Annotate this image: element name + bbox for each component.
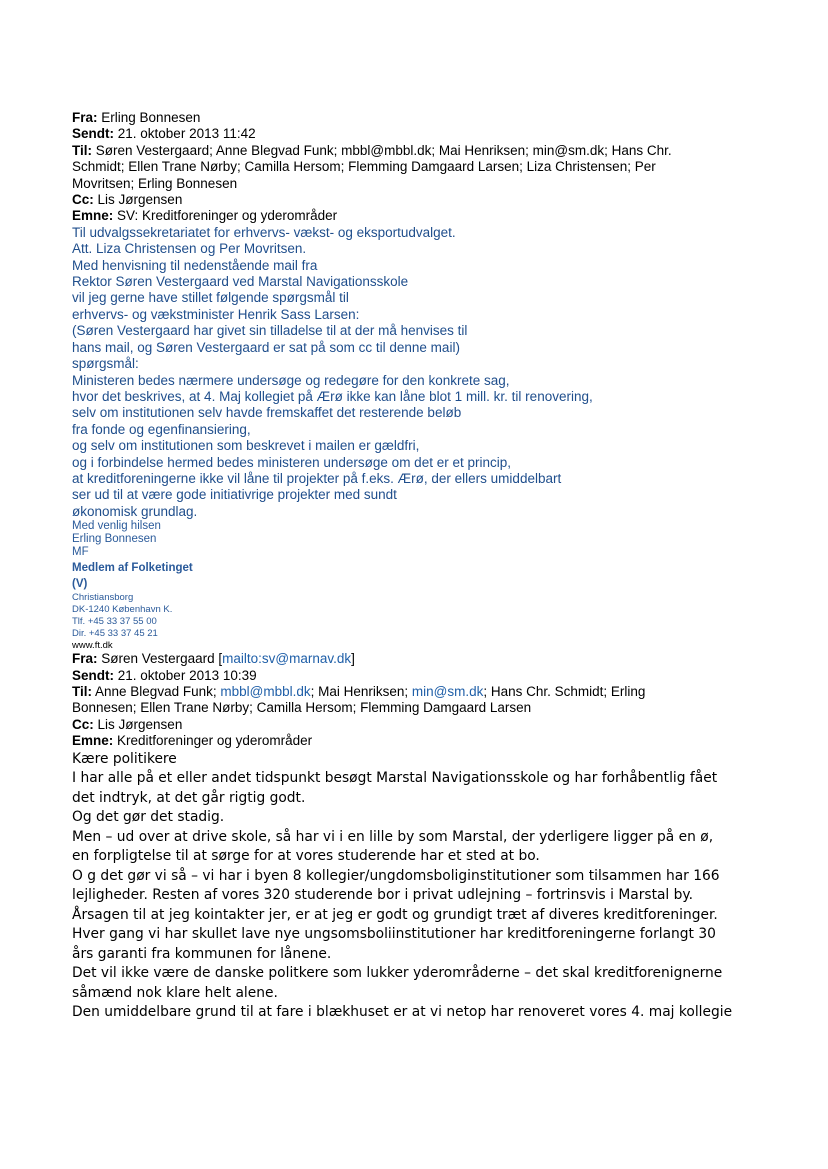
subject-label: Emne: — [72, 208, 114, 224]
body-line: erhvervs- og vækstminister Henrik Sass Larsen: — [72, 306, 360, 322]
from-label: Fra: — [72, 110, 98, 125]
body-line: selv om institutionen selv havde fremskaffet det resterende beløb — [72, 405, 462, 421]
body-line: Ministeren bedes nærmere undersøge og redegøre for den konkrete sag, — [72, 372, 510, 388]
signature-name: Erling Bonnesen — [72, 533, 157, 546]
sent-value: 21. oktober 2013 10:39 — [117, 667, 257, 683]
body-line: vil jeg gerne have stillet følgende spørgsmål til — [72, 290, 349, 306]
body-line: ser ud til at være gode initiativrige projekter med sundt — [72, 487, 397, 503]
cc-value: Lis Jørgensen — [97, 192, 183, 208]
body-line: økonomisk grundlag. — [72, 503, 198, 519]
to-label: Til: — [72, 142, 92, 158]
signature-web-link[interactable]: www.ft.dk — [72, 640, 113, 652]
body-line: det indtryk, at det går rigtig godt. — [72, 789, 306, 806]
signature-org: Medlem af Folketinget — [72, 562, 193, 575]
email2-body — [72, 750, 733, 1023]
to-value-b: ; Mai Henriksen; — [310, 683, 412, 699]
to-email-link[interactable]: mbbl@mbbl.dk — [220, 683, 311, 699]
cc-label: Cc: — [72, 192, 94, 208]
body-line: Til udvalgssekretariatet for erhvervs- vækst- og eksportudvalget. — [72, 224, 456, 240]
sent-value: 21. oktober 2013 11:42 — [117, 126, 256, 142]
subject-label: Emne: — [72, 733, 114, 749]
signature-dir: Dir. +45 33 37 45 21 — [72, 628, 158, 640]
body-line: (Søren Vestergaard har givet sin tilladelse til at der må henvises til — [72, 323, 468, 339]
sent-label: Sendt: — [72, 126, 114, 142]
body-line: Det vil ikke være de danske politkere som lukker yderområderne – det skal kreditforenignerne — [72, 965, 723, 982]
signature-greeting: Med venlig hilsen — [72, 520, 161, 533]
body-line: en forpligtelse til at sørge for at vores studerende har et sted at bo. — [72, 848, 540, 865]
from-value: Erling Bonnesen — [101, 110, 201, 125]
signature-tel: Tlf. +45 33 37 55 00 — [72, 616, 157, 628]
signature-party: (V) — [72, 578, 88, 591]
document-page — [72, 110, 733, 1023]
to-value-line2: Bonnesen; Ellen Trane Nørby; Camilla Hersom; Flemming Damgaard Larsen — [72, 700, 532, 716]
email1-header — [72, 110, 712, 225]
email2-header — [72, 651, 712, 749]
to-value-a: Anne Blegvad Funk; — [95, 683, 221, 699]
body-line: lejligheder. Resten af vores 320 studerende bor i privat udlejning – fortrinsvis i Marstal by. — [72, 887, 693, 904]
signature-addr2: DK-1240 København K. — [72, 604, 173, 616]
body-line: Men – ud over at drive skole, så har vi i en lille by som Marstal, der yderligere ligger på en ø, — [72, 828, 714, 845]
body-line: I har alle på et eller andet tidspunkt besøgt Marstal Navigationsskole og har forhåbentlig fået — [72, 770, 718, 787]
to-label: Til: — [72, 683, 92, 699]
email1-body — [72, 225, 712, 520]
body-line: og i forbindelse hermed bedes ministeren undersøge om det er et princip, — [72, 454, 511, 470]
to-value-line1: Søren Vestergaard; Anne Blegvad Funk; mbbl@mbbl.dk; Mai Henriksen; min@sm.dk; Hans Chr. — [95, 142, 672, 158]
body-line: spørgsmål: — [72, 356, 139, 372]
sent-label: Sendt: — [72, 667, 114, 683]
body-line: Og det gør det stadig. — [72, 809, 225, 826]
body-line: års garanti fra kommunen for lånene. — [72, 945, 332, 962]
from-value: Søren Vestergaard [ — [101, 651, 223, 667]
body-line: Årsagen til at jeg kointakter jer, er at jeg er godt og grundigt træt af diveres kreditforeninger. — [72, 906, 718, 923]
body-line: Kære politikere — [72, 750, 177, 767]
body-line: Rektor Søren Vestergaard ved Marstal Navigationsskole — [72, 274, 409, 290]
body-line: fra fonde og egenfinansiering, — [72, 421, 251, 437]
subject-value: Kreditforeninger og yderområder — [117, 733, 313, 749]
signature-title: MF — [72, 546, 89, 559]
signature — [72, 520, 712, 651]
body-line: Den umiddelbare grund til at fare i blækhuset er at vi netop har renoveret vores 4. maj kollegie — [72, 1004, 733, 1021]
to-email-link[interactable]: min@sm.dk — [411, 683, 484, 699]
body-line: såmænd nok klare helt alene. — [72, 984, 278, 1001]
body-line: O g det gør vi så – vi har i byen 8 kollegier/ungdomsboliginstitutioner som tilsammen har 166 — [72, 867, 720, 884]
body-line: hans mail, og Søren Vestergaard er sat på som cc til denne mail) — [72, 339, 460, 355]
body-line: hvor det beskrives, at 4. Maj kollegiet på Ærø ikke kan låne blot 1 mill. kr. til renovering, — [72, 388, 593, 404]
body-line: Att. Liza Christensen og Per Movritsen. — [72, 241, 307, 257]
cc-value: Lis Jørgensen — [97, 716, 183, 732]
body-line: at kreditforeningerne ikke vil låne til projekter på f.eks. Ærø, der ellers umiddelbart — [72, 470, 562, 486]
to-value-line2: Schmidt; Ellen Trane Nørby; Camilla Hersom; Flemming Damgaard Larsen; Liza Christensen; Per — [72, 159, 656, 175]
body-line: Hver gang vi har skullet lave nye ungsomsboliinstitutioner har kreditforeningerne forlangt 30 — [72, 926, 716, 943]
body-line: og selv om institutionen som beskrevet i mailen er gældfri, — [72, 438, 420, 454]
to-value-c: ; Hans Chr. Schmidt; Erling — [483, 683, 646, 699]
signature-addr1: Christiansborg — [72, 592, 134, 604]
body-line: Med henvisning til nedenstående mail fra — [72, 257, 318, 273]
cc-label: Cc: — [72, 716, 94, 732]
subject-value: SV: Kreditforeninger og yderområder — [117, 208, 338, 224]
to-value-line3: Movritsen; Erling Bonnesen — [72, 175, 238, 191]
from-bracket: ] — [351, 651, 355, 667]
from-mailto-link[interactable]: mailto:sv@marnav.dk — [222, 651, 352, 667]
from-label: Fra: — [72, 651, 98, 667]
